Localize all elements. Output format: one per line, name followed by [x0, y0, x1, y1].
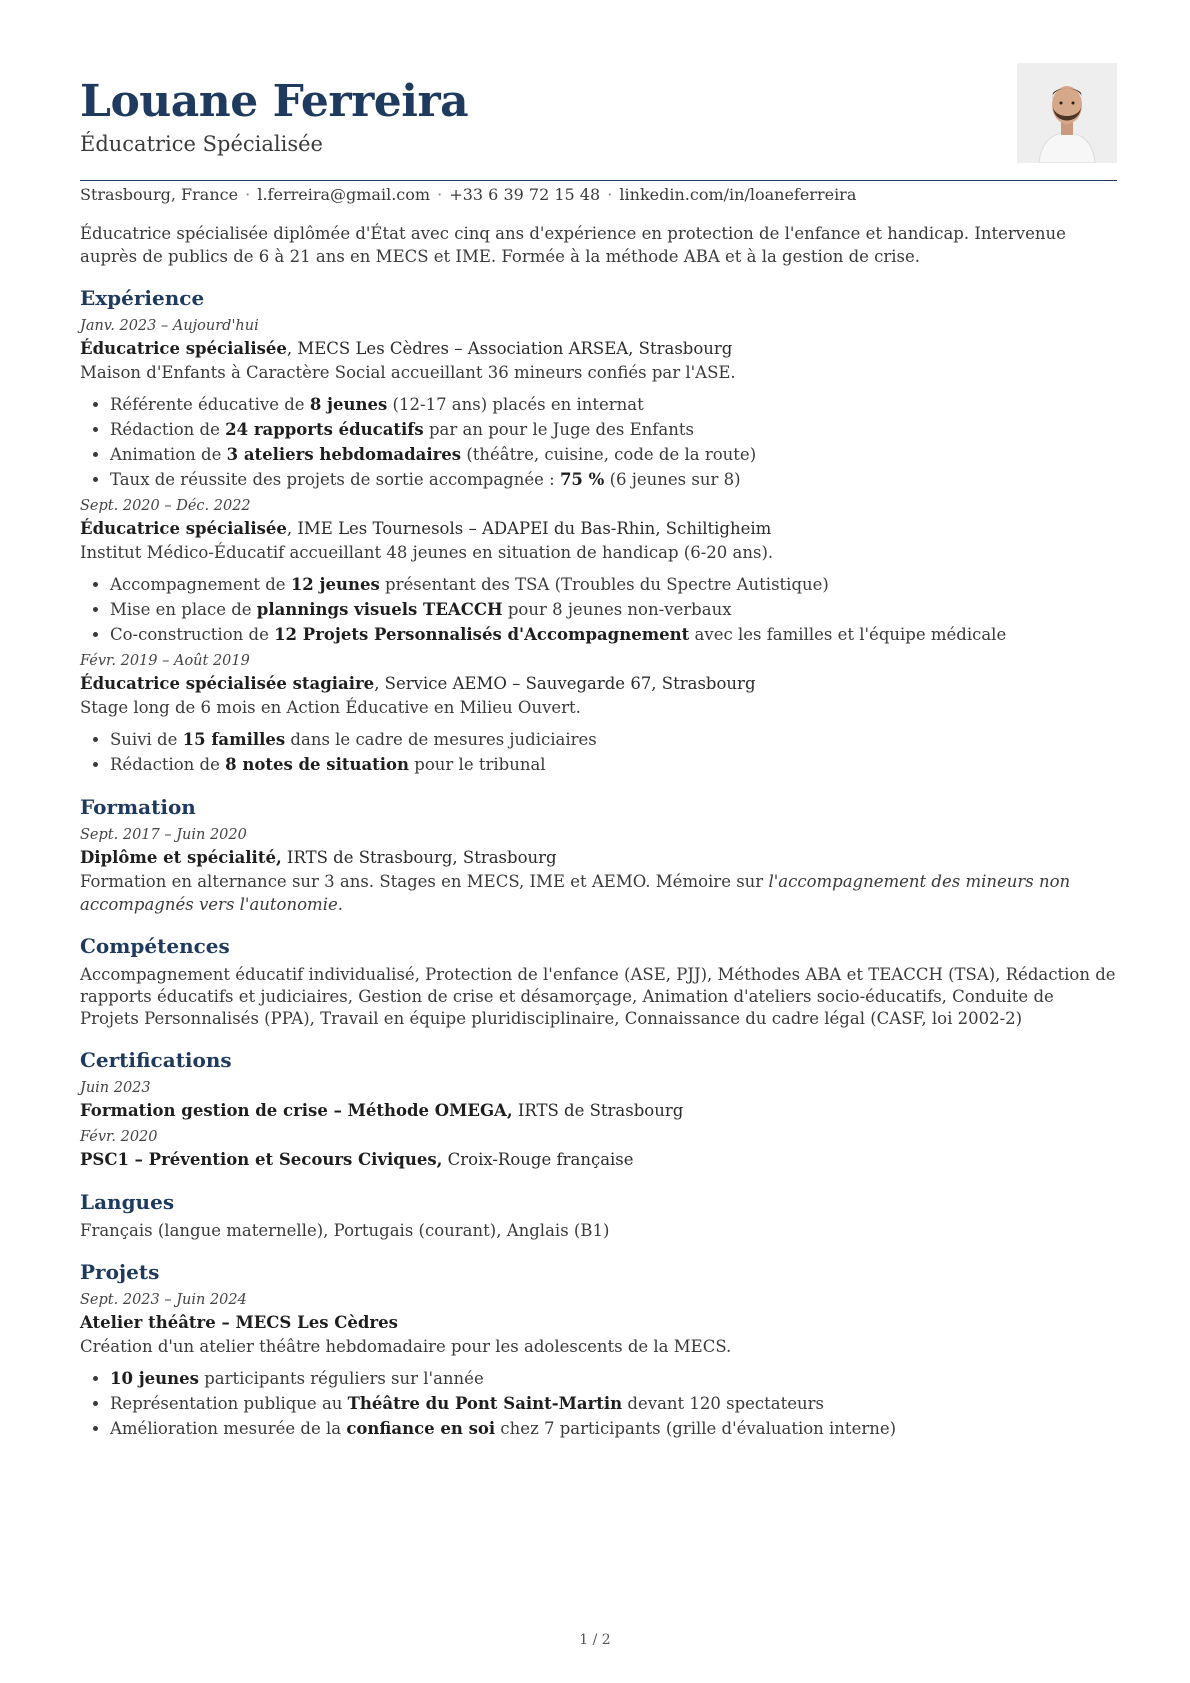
skills-text: Accompagnement éducatif individualisé, Protection de l'enfance (ASE, PJJ), Méthodes ABA et TEACCH (TSA), Rédaction de rapports éducatifs et judiciaires, Gestion de crise et désamorçage, Animation d'ateliers socio-éducatifs, Conduite de Projets Personnalisés (PPA), Travail en équipe pluridisciplinaire, Connaissance du cadre légal (CASF, loi 2002-2) [80, 965, 1116, 1028]
certification-entry [80, 1127, 1117, 1172]
certification-name: PSC1 – Prévention et Secours Civiques, [80, 1150, 443, 1169]
bullet-item: • Accompagnement de 12 jeunes présentant des TSA (Troubles du Spectre Autistique) [110, 572, 1117, 597]
contact-linkedin[interactable]: linkedin.com/in/loaneferreira [619, 185, 857, 204]
bullet-item: • Amélioration mesurée de la confiance en soi chez 7 participants (grille d'évaluation interne) [110, 1416, 1117, 1441]
experience-role: Éducatrice spécialisée [80, 339, 287, 358]
bullet-item: • Mise en place de plannings visuels TEACCH pour 8 jeunes non-verbaux [110, 597, 1117, 622]
profile-photo [1017, 63, 1117, 163]
bullet-item: • Référente éducative de 8 jeunes (12-17 ans) placés en internat [110, 392, 1117, 417]
bullet-item: • Suivi de 15 familles dans le cadre de mesures judiciaires [110, 727, 1117, 752]
experience-role-line [80, 672, 1117, 696]
bullet-item: • Rédaction de 24 rapports éducatifs par an pour le Juge des Enfants [110, 417, 1117, 442]
bullet-item: • 10 jeunes participants réguliers sur l'année [110, 1366, 1117, 1391]
certification-name: Formation gestion de crise – Méthode OMEGA, [80, 1101, 513, 1120]
experience-role: Éducatrice spécialisée stagiaire [80, 674, 375, 693]
bullet-item: • Taux de réussite des projets de sortie accompagnée : 75 % (6 jeunes sur 8) [110, 467, 1117, 492]
project-date: Sept. 2023 – Juin 2024 [80, 1292, 247, 1308]
contact-separator: · [245, 185, 251, 204]
education-degree: Diplôme et spécialité, [80, 848, 282, 867]
experience-bullets [80, 727, 1117, 777]
projects-heading: Projets [80, 1260, 160, 1284]
avatar-portrait-icon [1017, 63, 1117, 163]
contact-phone[interactable]: +33 6 39 72 15 48 [449, 185, 601, 204]
page-number: 1 / 2 [579, 1632, 611, 1648]
profile-summary: Éducatrice spécialisée diplômée d'État avec cinq ans d'expérience en protection de l'enfance et handicap. Intervenue auprès de publics de 6 à 21 ans en MECS et IME. Formée à la méthode ABA et à la gestion de crise. [80, 224, 1066, 266]
experience-description: Maison d'Enfants à Caractère Social accueillant 36 mineurs confiés par l'ASE. [80, 363, 736, 382]
bullet-item: • Co-construction de 12 Projets Personnalisés d'Accompagnement avec les familles et l'équipe médicale [110, 622, 1117, 647]
experience-heading: Expérience [80, 286, 205, 310]
certification-date: Juin 2023 [80, 1080, 151, 1096]
resume-page [80, 60, 1117, 1445]
experience-date: Sept. 2020 – Déc. 2022 [80, 498, 251, 514]
experience-bullets [80, 572, 1117, 647]
experience-org: , Service AEMO – Sauvegarde 67, Strasbourg [374, 674, 756, 693]
experience-role: Éducatrice spécialisée [80, 519, 287, 538]
bullet-item: • Animation de 3 ateliers hebdomadaires (théâtre, cuisine, code de la route) [110, 442, 1117, 467]
contact-line [80, 184, 1117, 206]
experience-entry [80, 651, 1117, 777]
languages-text: Français (langue maternelle), Portugais (courant), Anglais (B1) [80, 1221, 610, 1240]
experience-date: Févr. 2019 – Août 2019 [80, 653, 250, 669]
education-school: IRTS de Strasbourg, Strasbourg [281, 848, 557, 867]
skills-heading: Compétences [80, 934, 230, 958]
candidate-name: Louane Ferreira [80, 76, 469, 127]
resume-header [80, 60, 1117, 180]
experience-bullets [80, 392, 1117, 492]
experience-org: , IME Les Tournesols – ADAPEI du Bas-Rhin, Schiltigheim [286, 519, 772, 538]
languages-heading: Langues [80, 1190, 175, 1214]
education-entry [80, 825, 1117, 916]
contact-separator: · [437, 185, 443, 204]
contact-location: Strasbourg, France [80, 185, 239, 204]
experience-date: Janv. 2023 – Aujourd'hui [80, 318, 259, 334]
education-description: Formation en alternance sur 3 ans. Stages en MECS, IME et AEMO. Mémoire sur l'accompagnement des mineurs non accompagnés vers l'autonomie. [80, 872, 1071, 914]
certification-line [80, 1148, 1117, 1172]
experience-entry [80, 316, 1117, 492]
certification-org: Croix-Rouge française [442, 1150, 634, 1169]
experience-org: , MECS Les Cèdres – Association ARSEA, Strasbourg [286, 339, 733, 358]
experience-role-line [80, 517, 1117, 541]
education-date: Sept. 2017 – Juin 2020 [80, 827, 247, 843]
certification-entry [80, 1078, 1117, 1123]
contact-email[interactable]: l.ferreira@gmail.com [257, 185, 431, 204]
bullet-item: • Rédaction de 8 notes de situation pour le tribunal [110, 752, 1117, 777]
project-entry [80, 1290, 1117, 1441]
contact-separator: · [607, 185, 613, 204]
project-name-line [80, 1311, 1117, 1335]
project-name: Atelier théâtre – MECS Les Cèdres [80, 1313, 398, 1332]
certification-line [80, 1099, 1117, 1123]
experience-entry [80, 496, 1117, 647]
header-divider [80, 180, 1117, 181]
project-description: Création d'un atelier théâtre hebdomadaire pour les adolescents de la MECS. [80, 1337, 732, 1356]
experience-description: Institut Médico-Éducatif accueillant 48 jeunes en situation de handicap (6-20 ans). [80, 543, 774, 562]
experience-role-line [80, 337, 1117, 361]
experience-description: Stage long de 6 mois en Action Éducative en Milieu Ouvert. [80, 698, 581, 717]
candidate-title: Éducatrice Spécialisée [80, 132, 323, 156]
certification-org: IRTS de Strasbourg [512, 1101, 684, 1120]
project-bullets [80, 1366, 1117, 1441]
certifications-heading: Certifications [80, 1048, 232, 1072]
bullet-item: • Représentation publique au Théâtre du Pont Saint-Martin devant 120 spectateurs [110, 1391, 1117, 1416]
certification-date: Févr. 2020 [80, 1129, 158, 1145]
education-heading: Formation [80, 795, 196, 819]
education-degree-line [80, 846, 1117, 870]
